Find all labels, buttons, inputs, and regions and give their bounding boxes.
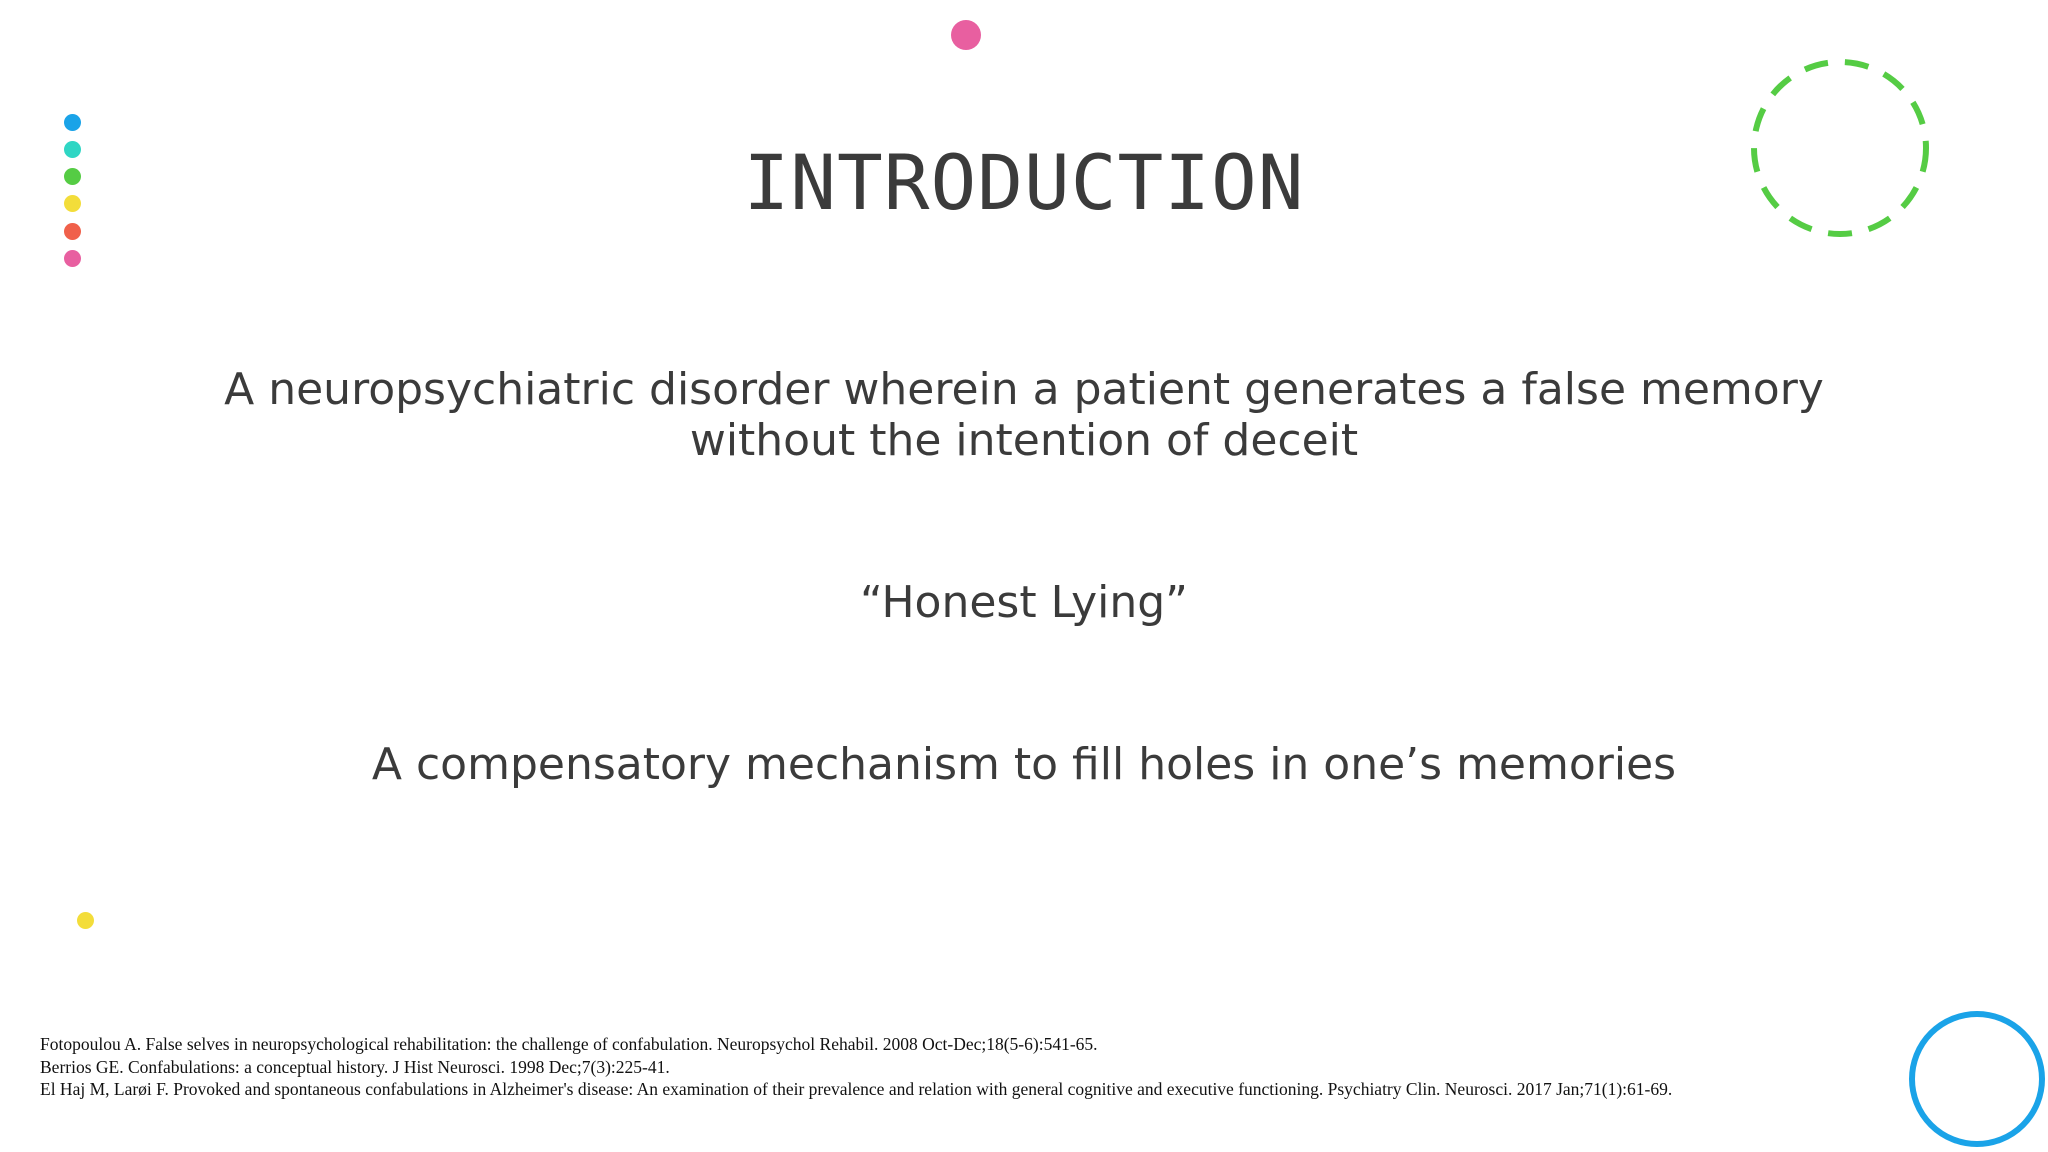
reference-item: Fotopoulou A. False selves in neuropsychological rehabilitation: the challenge of confabulation. Neuropsychol Rehabil. 2008 Oct-Dec;18(5-6):541-65. [40, 1034, 1098, 1054]
mechanism-text: A compensatory mechanism to fill holes in one’s memories [371, 739, 1677, 790]
pink-dot [951, 20, 981, 50]
yellow-accent-dot [77, 912, 94, 929]
reference-item: El Haj M, Larøi F. Provoked and spontaneous confabulations in Alzheimer's disease: An examination of their prevalence and relation with general cognitive and executive functioning. Psychiatry Clin. Neurosci. 2017 Jan;71(1):61-69. [40, 1079, 1673, 1099]
blue-dot [64, 114, 81, 131]
pink-small-dot [64, 250, 81, 267]
definition-text: A neuropsychiatric disorder wherein a patient generates a false memory without the intention of deceit [224, 364, 1824, 466]
honest-lying-text: “Honest Lying” [860, 577, 1188, 628]
ring-circle [1908, 1010, 2048, 1152]
slide-title: INTRODUCTION [743, 138, 1305, 227]
references-list [40, 1033, 1920, 1101]
reference-item: Berrios GE. Confabulations: a conceptual history. J Hist Neurosci. 1998 Dec;7(3):225-41. [40, 1056, 670, 1077]
